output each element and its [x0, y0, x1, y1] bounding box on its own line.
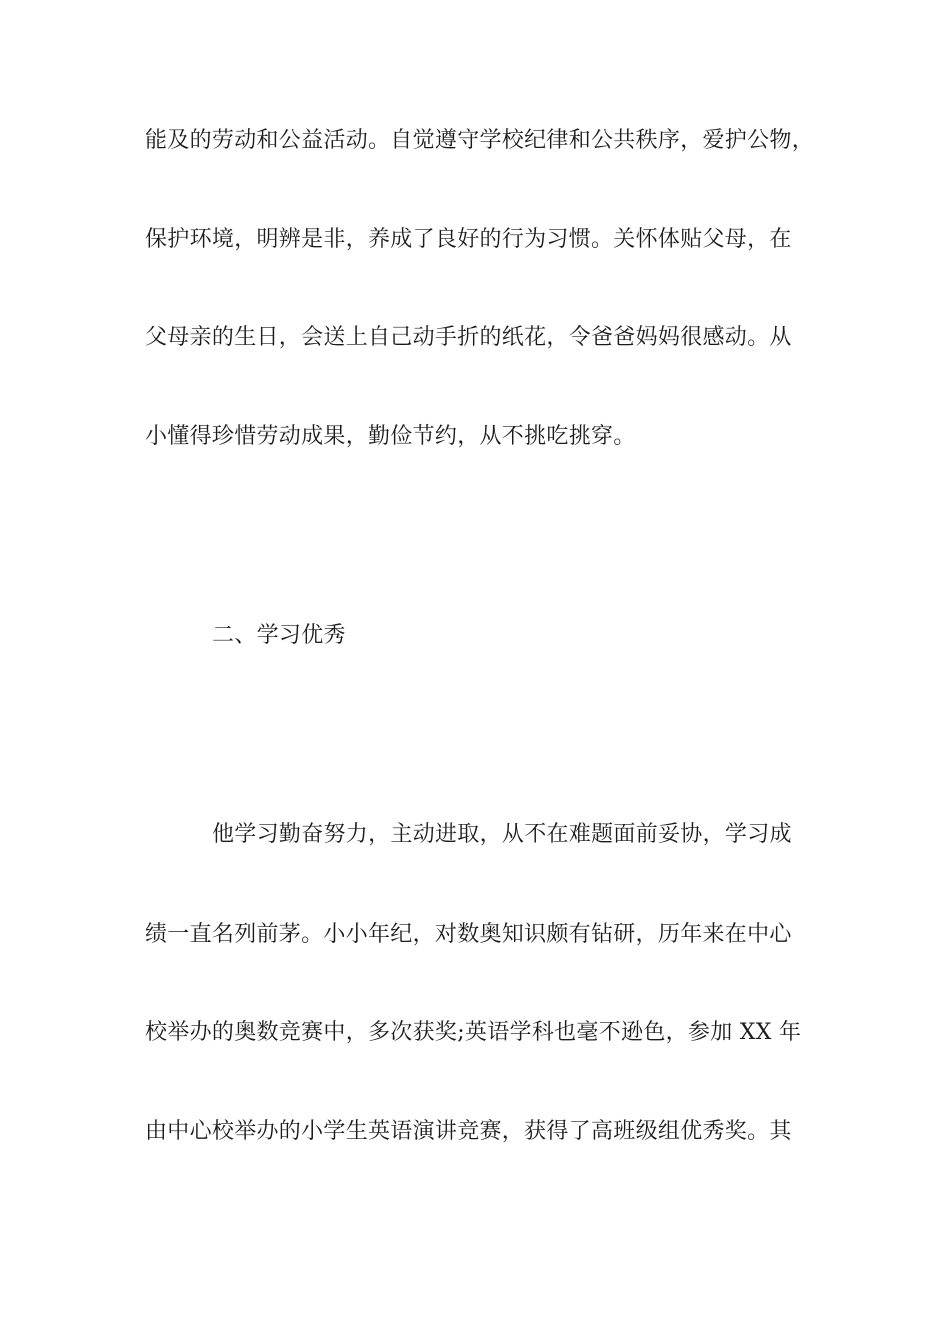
paragraph-1-line-1: 能及的劳动和公益活动。自觉遵守学校纪律和公共秩序，爱护公物，	[145, 128, 815, 153]
paragraph-1-line-2: 保护环境，明辨是非，养成了良好的行为习惯。关怀体贴父母，在	[145, 227, 792, 252]
paragraph-1-line-4: 小懂得珍惜劳动成果，勤俭节约，从不挑吃挑穿。	[145, 424, 636, 449]
paragraph-1-line-3: 父母亲的生日，会送上自己动手折的纸花，令爸爸妈妈很感动。从	[145, 325, 792, 350]
paragraph-2-line-2: 绩一直名列前茅。小小年纪，对数奥知识颇有钻研，历年来在中心	[145, 922, 792, 947]
section-heading: 二、学习优秀	[212, 623, 346, 648]
paragraph-2-line-1: 他学习勤奋努力，主动进取，从不在难题面前妥协，学习成	[212, 822, 792, 847]
paragraph-2-line-3: 校举办的奥数竞赛中，多次获奖;英语学科也毫不逊色，参加 XX 年	[145, 1020, 802, 1045]
paragraph-2-line-4: 由中心校举办的小学生英语演讲竞赛，获得了高班级组优秀奖。其	[145, 1119, 792, 1144]
